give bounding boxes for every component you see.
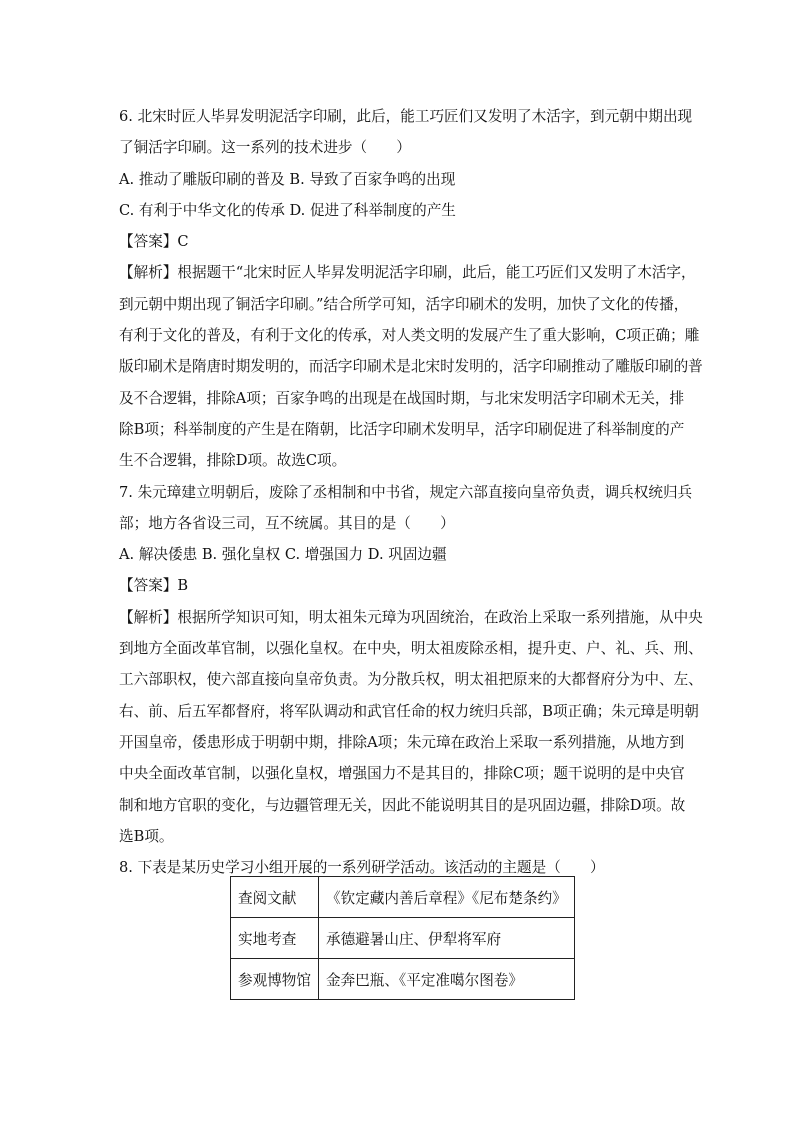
q7-analysis-line: 到地方全面改革官制，以强化皇权。在中央，明太祖废除丞相，提升吏、户、礼、兵、刑、 (119, 640, 703, 658)
table-cell-content: 《钦定藏内善后章程》《尼布楚条约》 (318, 877, 574, 918)
q6-options-line-1: A. 推动了雕版印刷的普及 B. 导致了百家争鸣的出现 (119, 170, 456, 188)
q6-analysis-line: 除B项；科举制度的产生是在隋朝，比活字印刷术发明早，活字印刷促进了科举制度的产 (119, 420, 685, 438)
q7-analysis-line: 制和地方官职的变化，与边疆管理无关，因此不能说明其目的是巩固边疆，排除D项。故 (119, 796, 686, 814)
q7-analysis-line: 开国皇帝，倭患形成于明朝中期，排除A项；朱元璋在政治上采取一系列措施，从地方到 (119, 733, 685, 751)
q7-stem-line-1: 7. 朱元璋建立明朝后，废除了丞相制和中书省，规定六部直接向皇帝负责，调兵权统归兵 (119, 483, 693, 501)
table-cell-content: 承德避暑山庄、伊犁将军府 (318, 918, 574, 959)
q8-stem-line-1: 8. 下表是某历史学习小组开展的一系列研学活动。该活动的主题是（ ） (119, 859, 605, 877)
q6-options-line-2: C. 有利于中华文化的传承 D. 促进了科举制度的产生 (119, 201, 456, 219)
q8-table-wrapper (230, 876, 575, 1000)
q6-stem-line-2: 了铜活字印刷。这一系列的技术进步（ ） (119, 139, 411, 157)
table-row (231, 918, 575, 959)
table-cell-content: 金奔巴瓶、《平定准噶尔图卷》 (318, 959, 574, 1000)
q7-stem-line-2: 部；地方各省设三司，互不统属。其目的是（ ） (119, 514, 455, 532)
page-body (119, 101, 703, 883)
table-cell-activity: 实地考查 (231, 918, 319, 959)
q6-analysis-line: 版印刷术是隋唐时期发明的，而活字印刷术是北宋时发明的，活字印刷推动了雕版印刷的普 (119, 358, 703, 376)
table-row (231, 877, 575, 918)
q6-analysis-line: 生不合逻辑，排除D项。故选C项。 (119, 452, 347, 470)
q7-analysis-line: 选B项。 (119, 827, 174, 845)
q6-analysis-line: 及不合逻辑，排除A项；百家争鸣的出现是在战国时期，与北宋发明活字印刷术无关，排 (119, 389, 685, 407)
q7-answer: 【答案】B (119, 577, 189, 595)
q7-analysis-line: 工六部职权，使六部直接向皇帝负责。为分散兵权，明太祖把原来的大都督府分为中、左、 (119, 671, 703, 689)
q6-analysis-line: 到元朝中期出现了铜活字印刷。”结合所学可知，活字印刷术的发明，加快了文化的传播， (119, 295, 689, 313)
q8-research-table (230, 876, 575, 1000)
table-cell-activity: 查阅文献 (231, 877, 319, 918)
q7-analysis-line: 中央全面改革官制，以强化皇权，增强国力不是其目的，排除C项；题干说明的是中央官 (119, 765, 685, 783)
table-row (231, 959, 575, 1000)
q6-stem-line-1: 6. 北宋时匠人毕昇发明泥活字印刷，此后，能工巧匠们又发明了木活字，到元朝中期出现 (119, 108, 693, 125)
q6-answer: 【答案】C (119, 233, 189, 251)
table-cell-activity: 参观博物馆 (231, 959, 319, 1000)
q7-analysis-line: 【解析】根据所学知识可知，明太祖朱元璋为巩固统治，在政治上采取一系列措施，从中央 (119, 608, 703, 626)
q7-options-line-1: A. 解决倭患 B. 强化皇权 C. 增强国力 D. 巩固边疆 (119, 546, 447, 564)
q7-analysis-line: 右、前、后五军都督府，将军队调动和武官任命的权力统归兵部，B项正确；朱元璋是明朝 (119, 702, 699, 720)
q6-analysis-line: 【解析】根据题干“北宋时匠人毕昇发明泥活字印刷，此后，能工巧匠们又发明了木活字， (119, 264, 696, 282)
q6-analysis-line: 有利于文化的普及，有利于文化的传承，对人类文明的发展产生了重大影响，C项正确；雕 (119, 327, 700, 345)
